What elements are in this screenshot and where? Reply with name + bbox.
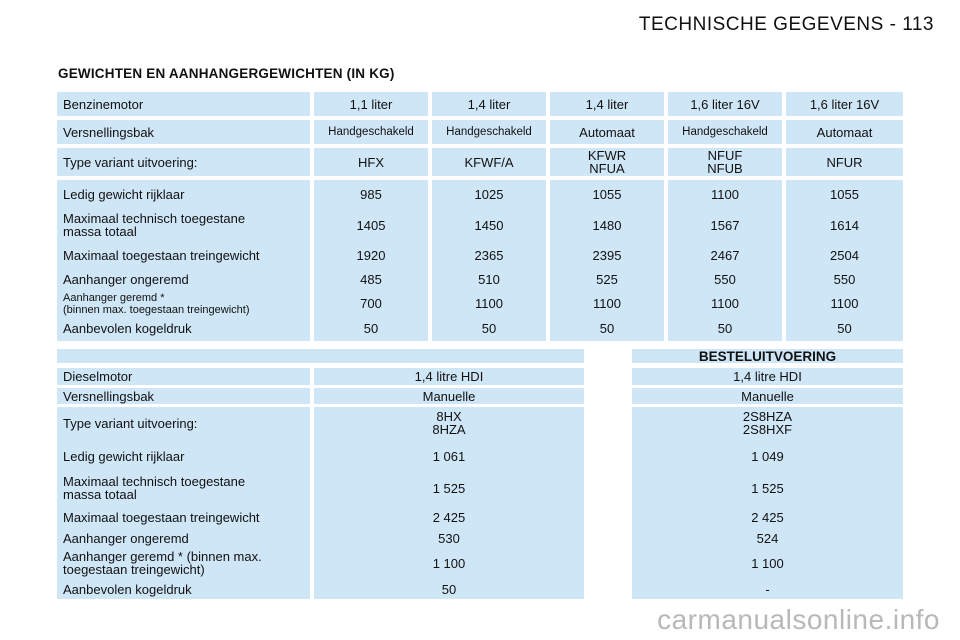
petrol-engine-label: Benzinemotor <box>63 96 144 112</box>
diesel-row-label: Aanbevolen kogeldruk <box>63 581 192 597</box>
petrol-value: 2365 <box>474 247 504 263</box>
petrol-type-4: NFUF NFUB <box>707 148 743 176</box>
petrol-value: 525 <box>596 271 618 287</box>
petrol-row-label: Ledig gewicht rijklaar <box>63 186 185 202</box>
petrol-type-5: NFUR <box>826 154 863 170</box>
petrol-value: 1100 <box>830 295 859 311</box>
petrol-value: 1100 <box>711 295 739 311</box>
diesel-row-label: Aanhanger geremd * (binnen max. toegestaan treingewicht) <box>63 549 262 577</box>
petrol-type-3: KFWR NFUA <box>587 148 627 176</box>
petrol-gearbox-2: Handgeschakeld <box>446 125 532 138</box>
petrol-value: 1100 <box>475 295 503 311</box>
besteluitvoering-header: BESTELUITVOERING <box>698 348 837 364</box>
petrol-value: 1055 <box>830 186 859 202</box>
petrol-value: 50 <box>837 320 852 336</box>
petrol-value: 50 <box>481 320 497 336</box>
petrol-engine-5: 1,6 liter 16V <box>809 96 880 112</box>
petrol-value: 1055 <box>592 186 622 202</box>
diesel-value: 1 525 <box>432 480 466 496</box>
petrol-value: 550 <box>833 271 856 287</box>
diesel-value: 2 425 <box>432 509 466 525</box>
petrol-value: 1450 <box>474 217 504 233</box>
petrol-value: 1025 <box>474 186 504 202</box>
petrol-engine-2: 1,4 liter <box>467 96 511 112</box>
diesel-value: 2 425 <box>751 509 784 525</box>
diesel-engine-label: Dieselmotor <box>63 369 133 384</box>
petrol-gearbox-1: Handgeschakeld <box>328 125 414 138</box>
diesel-row-label: Ledig gewicht rijklaar <box>63 448 185 464</box>
petrol-value: 1100 <box>593 295 621 311</box>
petrol-type-label: Type variant uitvoering: <box>63 154 198 170</box>
diesel-type-1: 8HX 8HZA <box>432 409 466 437</box>
petrol-engine-3: 1,4 liter <box>585 96 629 112</box>
petrol-row-label: Maximaal technisch toegestane massa totaal <box>63 211 246 239</box>
petrol-value: 2395 <box>592 247 622 263</box>
diesel-gearbox-2: Manuelle <box>741 388 794 404</box>
diesel-value: 1 100 <box>432 555 466 571</box>
petrol-value: 510 <box>478 271 500 287</box>
diesel-engine-1: 1,4 litre HDI <box>414 369 484 384</box>
petrol-row-label: Aanhanger ongeremd <box>63 271 189 287</box>
diesel-value: 1 525 <box>751 480 784 496</box>
diesel-row-label: Maximaal technisch toegestane massa totaal <box>63 474 246 502</box>
diesel-value: - <box>765 581 770 597</box>
petrol-value: 50 <box>717 320 733 336</box>
petrol-gearbox-3: Automaat <box>579 124 635 140</box>
section-title: GEWICHTEN EN AANHANGERGEWICHTEN (IN KG) <box>58 66 395 81</box>
petrol-gearbox-label: Versnellingsbak <box>63 124 155 140</box>
diesel-value: 1 100 <box>751 555 784 571</box>
petrol-row-label: Aanhanger geremd * (binnen max. toegestaan treingewicht) <box>63 292 250 316</box>
diesel-gearbox-1: Manuelle <box>422 388 476 404</box>
petrol-value: 700 <box>360 295 382 311</box>
diesel-type-2: 2S8HZA 2S8HXF <box>742 409 793 437</box>
petrol-row-label: Aanbevolen kogeldruk <box>63 320 192 336</box>
petrol-row-label: Maximaal toegestaan treingewicht <box>63 247 260 263</box>
petrol-gearbox-5: Automaat <box>816 124 873 140</box>
diesel-value: 530 <box>438 530 460 546</box>
petrol-engine-4: 1,6 liter 16V <box>690 96 760 112</box>
petrol-value: 550 <box>714 271 736 287</box>
petrol-value: 50 <box>599 320 615 336</box>
petrol-type-2: KFWF/A <box>464 154 514 170</box>
diesel-engine-2: 1,4 litre HDI <box>733 369 802 384</box>
petrol-value: 1405 <box>356 217 386 233</box>
petrol-value: 50 <box>363 320 379 336</box>
petrol-value: 485 <box>360 271 382 287</box>
petrol-value: 1567 <box>710 217 740 233</box>
watermark: carmanualsonline.info <box>657 604 940 635</box>
petrol-type-1: HFX <box>358 154 384 170</box>
petrol-gearbox-4: Handgeschakeld <box>682 125 768 138</box>
diesel-value: 1 049 <box>751 448 784 464</box>
diesel-header-band <box>57 349 584 363</box>
diesel-value: 1 061 <box>432 448 466 464</box>
diesel-row-label: Maximaal toegestaan treingewicht <box>63 509 260 525</box>
diesel-type-label: Type variant uitvoering: <box>63 415 198 431</box>
petrol-value: 2504 <box>830 247 859 263</box>
diesel-row-label: Aanhanger ongeremd <box>63 530 189 546</box>
diesel-value: 50 <box>441 581 457 597</box>
petrol-value: 1614 <box>830 217 859 233</box>
diesel-value: 524 <box>756 530 779 546</box>
diesel-gearbox-label: Versnellingsbak <box>63 388 155 404</box>
petrol-engine-1: 1,1 liter <box>349 96 393 112</box>
petrol-value: 985 <box>360 186 382 202</box>
page-header: TECHNISCHE GEGEVENS - 113 <box>638 14 934 35</box>
petrol-value: 1920 <box>356 247 386 263</box>
petrol-value: 1100 <box>711 186 739 202</box>
petrol-value: 2467 <box>710 247 740 263</box>
petrol-value: 1480 <box>592 217 622 233</box>
